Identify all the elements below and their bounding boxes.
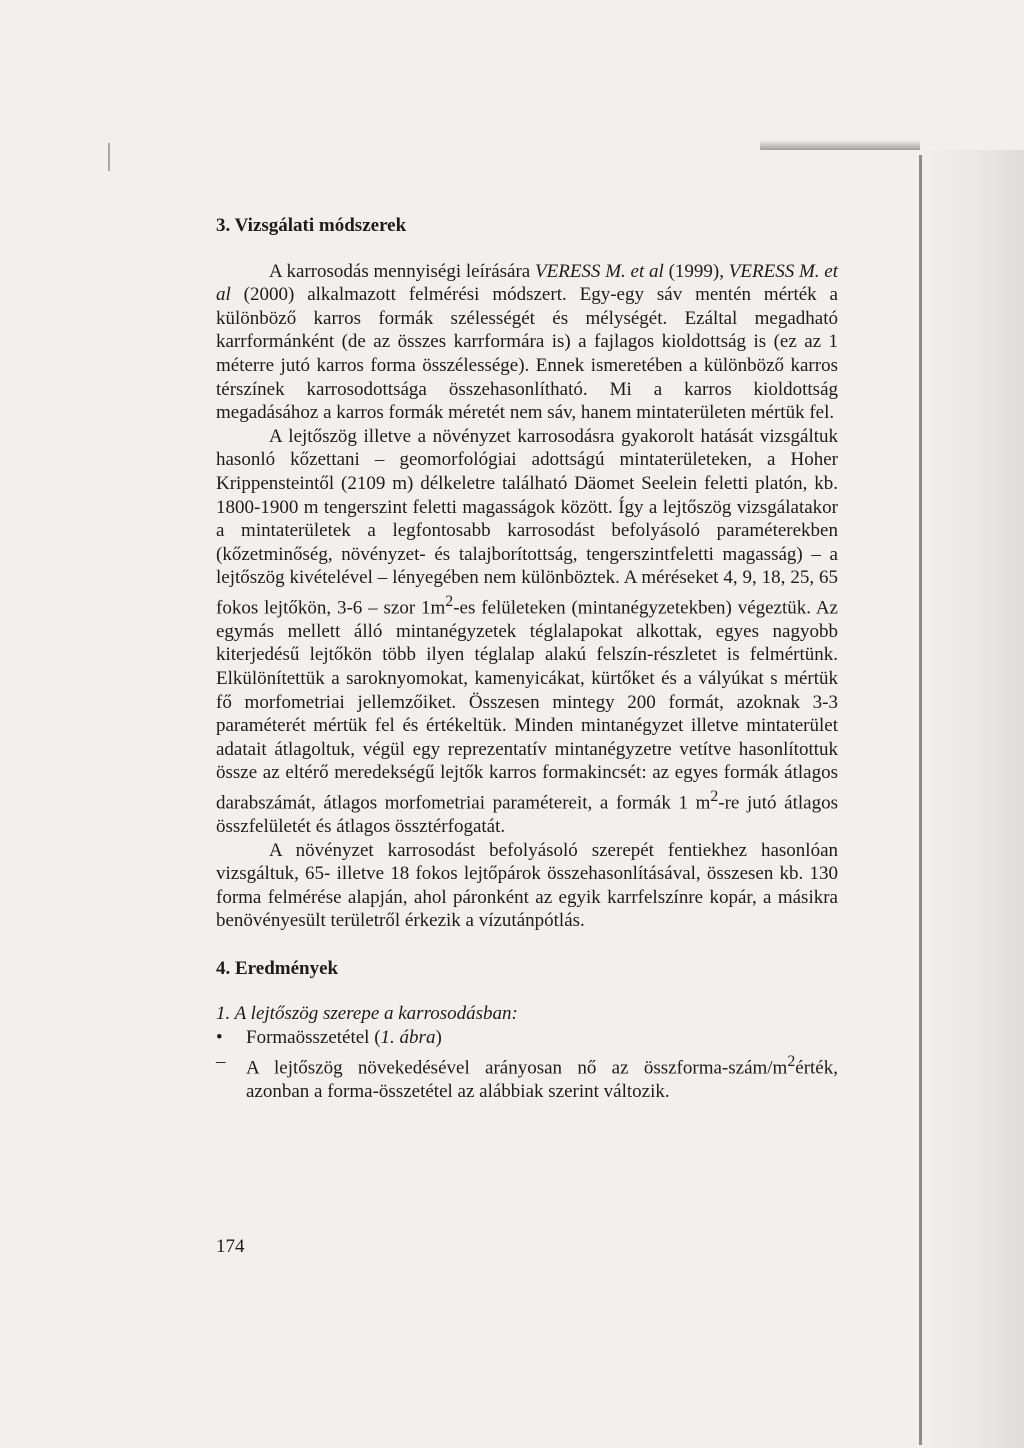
dash-superscript: 2 <box>787 1052 796 1070</box>
p2-text-1: A lejtőszög illetve a növényzet karrosodásra gyakorolt hatását vizsgáltuk hasonló kőzettani – geomorfológiai adottságú mintaterületeken, a Hoher Krippensteintől (2109 m) délkeletre található Däomet Seelein feletti platón, kb. 1800-1900 m tengerszint feletti magasságok között. Így a lejtőszög vizsgálatakor a mintaterületek a legfontosabb karrosodást befolyásoló paraméterekben (kőzetminőség, növényzet- és talajborítottság, tengerszintfeletti magasság) – a lejtőszög kivételével – lényegében nem különböztek. A méréseket 4, 9, 18, 25, 65 fokos lejtőkön, 3-6 – szor 1m <box>216 425 838 619</box>
scan-edge-line-right <box>919 155 922 1445</box>
paragraph-methods-3: A növényzet karrosodást befolyásoló szerepét fentiekhez hasonlóan vizsgáltuk, 65- illetve 18 fokos lejtőpárok összehasonlításával, összesen kb. 130 forma felmérése alapján, ahol páronként az egyik karrfelszínre kopár, a másikra benövényesült területről érkezik a vízutánpótlás. <box>216 839 838 932</box>
bullet-icon: • <box>216 1027 223 1049</box>
p2-text-3: -re jutó átlagos összfelületét és átlagos össztérfogatát. <box>216 792 838 837</box>
bullet-text-after: ) <box>435 1027 442 1049</box>
p2-superscript-2: 2 <box>710 787 719 805</box>
citation-veress-1999: VERESS M. et al <box>535 260 664 282</box>
scan-mark-left <box>108 143 110 171</box>
dash-text-1: A lejtőszög növekedésével arányosan nő az összforma-szám/m <box>246 1056 788 1078</box>
paragraph-methods-1 <box>216 260 838 425</box>
scan-edge-top <box>760 140 920 150</box>
p1-text-1: A karrosodás mennyiségi leírására <box>269 260 535 282</box>
page-body <box>216 214 838 1103</box>
dash-icon: – <box>216 1050 226 1072</box>
p1-text-3: (2000) alkalmazott felmérési módszert. Egy-egy sáv mentén mérték a különböző karros formák szélességét és mélységét. Ezáltal megadható karrformánként (de az összes karrformára is) a fajlagos kioldottság is (ez az 1 méterre jutó karros forma összélessége). Ennek ismeretében a különböző karros térszínek karrosodottsága összehasonlítható. Mi a karros kioldottság megadásához a karros formák méretét nem sáv, hanem mintaterületen mértük fel. <box>216 284 838 424</box>
figure-reference: 1. ábra <box>380 1027 436 1049</box>
paragraph-methods-2 <box>216 425 838 839</box>
p1-text-2: (1999), <box>663 260 729 282</box>
page-number: 174 <box>216 1236 245 1257</box>
dash-text <box>246 1050 838 1104</box>
scan-shadow-right <box>919 150 1024 1448</box>
section-3-heading: 3. Vizsgálati módszerek <box>216 215 407 236</box>
p2-superscript-1: 2 <box>445 592 454 610</box>
dash-text-2: érték, azonban a forma-összetétel az alábbiak szerint változik. <box>246 1056 838 1102</box>
results-subheading: 1. A lejtőszög szerepe a karrosodásban: <box>216 1003 518 1025</box>
bullet-item <box>216 1026 838 1050</box>
bullet-text <box>246 1026 442 1050</box>
bullet-text-before: Formaösszetétel ( <box>246 1027 381 1049</box>
citation-veress-2000: VERESS M. et al <box>216 260 839 306</box>
dash-item <box>216 1050 838 1104</box>
section-4-heading: 4. Eredmények <box>216 957 339 979</box>
p2-text-2: -es felületeken (mintanégyzetekben) végeztük. Az egymás mellett álló mintanégyzetek téglalapokat alkottak, egyes nagyobb kiterjedésű lejtőkön több ilyen téglalap alakú felszín-részletet is felmértünk. Elkülönítettük a saroknyomokat, kamenyicákat, kürtőket és a vályúkat s mértük fő morfometriai jellemzőiket. Összesen mintegy 200 formát, azoknak 3-3 paraméterét mértük fel és értékeltük. Minden mintanégyzet illetve mintaterület adatait átlagoltuk, végül egy reprezentatív mintanégyzetre vetítve hasonlítottuk össze az eltérő meredekségű lejtők karros formakincsét: az egyes formák átlagos darabszámát, átlagos morfometriai paramétereit, a formák 1 m <box>216 597 838 814</box>
